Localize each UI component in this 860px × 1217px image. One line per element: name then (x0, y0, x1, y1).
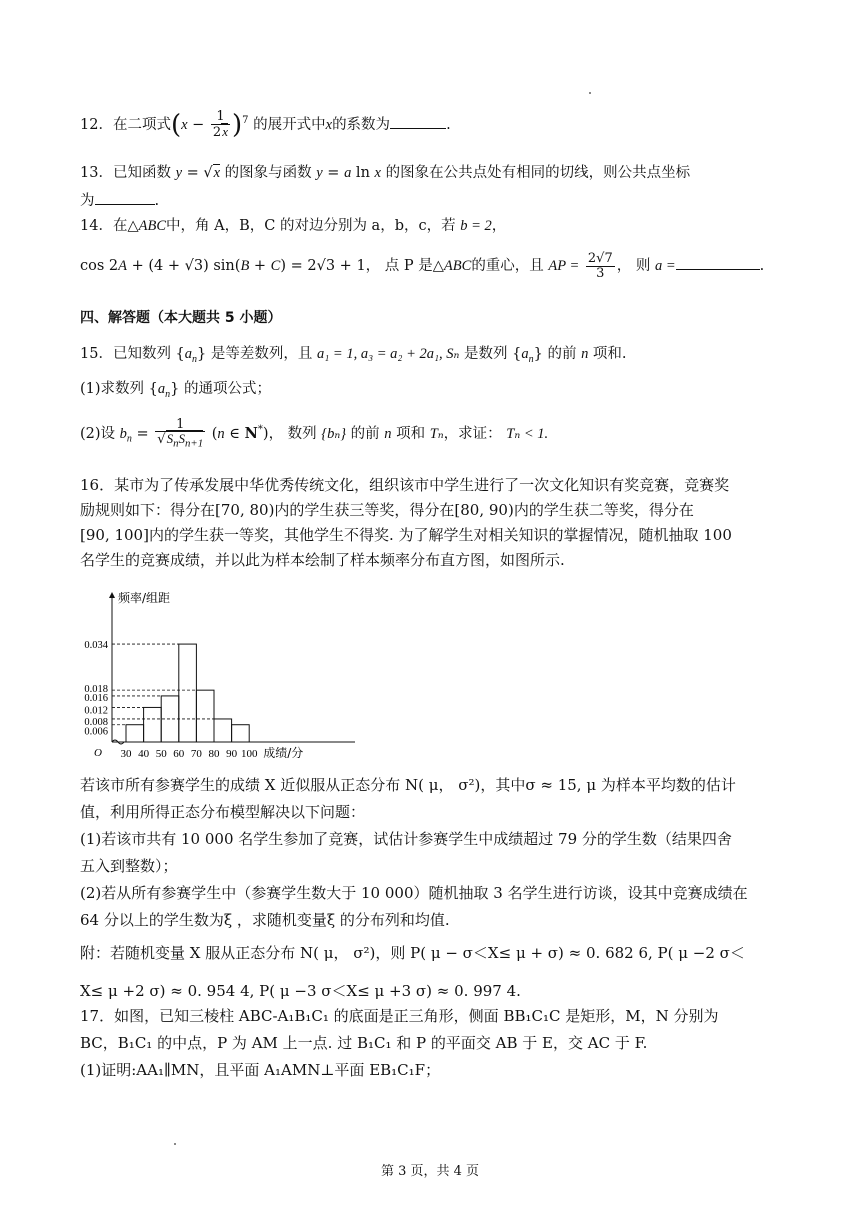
y-tick-label: 0.034 (84, 640, 108, 652)
question-15-part2: (2)设 $b_n$ = $\frac{1}{√S_nS_{n+1}}$ (n ∈ N*)， 数列 {bₙ} 的前 n 项和 Tₙ，求证： Tₙ < 1. (80, 416, 549, 450)
x-tick-label: 40 (138, 748, 150, 758)
question-16-appendix (80, 934, 785, 1010)
question-13: 13．已知函数 y = √x 的图象与函数 y = a ln x 的图象在公共点处有相同的切线，则公共点坐标 (80, 165, 691, 181)
fraction: $\frac{1}{2x}$ (212, 109, 228, 140)
q16-line: 64 分以上的学生数为ξ ，求随机变量ξ 的分布列和均值. (80, 911, 450, 929)
question-17 (80, 1003, 785, 1084)
x-tick-label: 50 (155, 748, 167, 758)
x-tick-label: 70 (190, 748, 202, 758)
x-tick-label: 30 (120, 748, 132, 758)
q16-line: 名学生的竞赛成绩，并以此为样本绘制了样本频率分布直方图，如图所示. (80, 551, 565, 569)
q16-line: 值，利用所得正态分布模型解决以下问题： (80, 803, 366, 821)
scan-dot (174, 1143, 176, 1145)
x-tick-label: 100 (240, 748, 258, 758)
origin-label: O (94, 747, 102, 758)
histogram-bar (232, 725, 250, 742)
q16-line: 16．某市为了传承发展中华优秀传统文化，组织该市中学生进行了一次文化知识有奖竞赛，竞赛奖 (80, 476, 730, 494)
q16-line: 五入到整数）； (80, 857, 178, 875)
q16-line: X≤ μ +2 σ) ≈ 0. 954 4, P( μ −3 σ＜X≤ μ +3 σ) ≈ 0. 997 4. (80, 982, 521, 1000)
y-tick-label: 0.008 (84, 716, 108, 728)
y-tick-label: 0.006 (84, 726, 108, 738)
histogram-bar (126, 725, 144, 742)
q17-line: (1)证明:AA₁∥MN，且平面 A₁AMN⊥平面 EB₁C₁F； (80, 1061, 441, 1079)
y-tick-label: 0.016 (84, 692, 108, 704)
question-12: 12．在二项式(x − $\frac{1}{2x}$ )$^7$ 的展开式中x的系数为 . (80, 109, 451, 140)
histogram-bar (196, 690, 214, 742)
x-axis-label: 成绩/分 (263, 746, 304, 758)
x-tick-label: 80 (208, 748, 220, 758)
q16-line: 励规则如下：得分在[70, 80)内的学生获三等奖，得分在[80, 90)内的学生获二等奖，得分在 (80, 501, 694, 519)
question-14: 14．在△ABC中，角 A，B，C 的对边分别为 a，b，c，若 b = 2， (80, 218, 507, 234)
q17-line: 17．如图，已知三棱柱 ABC-A₁B₁C₁ 的底面是正三角形，侧面 BB₁C₁C 是矩形，M，N 分别为 (80, 1007, 719, 1025)
q16-line: (1)若该市共有 10 000 名学生参加了竞赛，试估计参赛学生中成绩超过 79 分的学生数（结果四舍 (80, 830, 732, 848)
y-axis-label: 频率/组距 (118, 591, 171, 605)
y-tick-label: 0.012 (84, 705, 108, 717)
q16-line: 若该市所有参赛学生的成绩 X 近似服从正态分布 N( μ， σ²)，其中σ ≈ 15, μ 为样本平均数的估计 (80, 776, 736, 794)
x-tick-label: 60 (173, 748, 185, 758)
question-16-cont (80, 772, 785, 934)
histogram-bar (144, 707, 162, 742)
q16-line: 附：若随机变量 X 服从正态分布 N( μ， σ²)，则 P( μ − σ＜X≤ μ + σ) ≈ 0. 682 6, P( μ −2 σ＜ (80, 944, 745, 962)
scan-dot (589, 92, 591, 94)
question-15-part1: (1)求数列 $\{a_n\}$ 的通项公式； (80, 381, 271, 400)
page-footer: 第 3 页，共 4 页 (380, 1164, 480, 1179)
x-tick-label: 90 (226, 748, 238, 758)
q17-line: BC，B₁C₁ 的中点，P 为 AM 上一点. 过 B₁C₁ 和 P 的平面交 AB 于 E，交 AC 于 F. (80, 1034, 648, 1052)
answer-blank[interactable] (95, 190, 155, 205)
histogram-bar (179, 644, 197, 742)
question-14-eq: cos 2A + (4 + √3) sin(B + C) = 2√3 + 1， 点 P 是△ABC的重心，且 AP = $\frac{2√7}{3}$ ， 则 a = . (80, 250, 765, 281)
section-heading: 四、解答题（本大题共 5 小题） (80, 310, 282, 326)
y-tick-label: 0.018 (84, 684, 108, 696)
answer-blank[interactable] (676, 255, 760, 270)
question-13-cont: 为 . (80, 189, 159, 210)
answer-blank[interactable] (390, 114, 446, 129)
question-15: 15．已知数列 $\{a_n\}$ 是等差数列，且 a₁ = 1, a₃ = a₂ + 2a₁, Sₙ 是数列 $\{a_n\}$ 的前 n 项和. (80, 346, 627, 365)
histogram-chart (70, 588, 370, 758)
y-axis-arrow (109, 592, 115, 598)
q16-line: [90, 100]内的学生获一等奖，其他学生不得奖. 为了解学生对相关知识的掌握情况，随机抽取 100 (80, 526, 732, 544)
histogram-bar (214, 719, 232, 742)
q16-line: (2)若从所有参赛学生中（参赛学生数大于 10 000）随机抽取 3 名学生进行访谈，设其中竞赛成绩在 (80, 884, 748, 902)
question-16 (80, 473, 785, 573)
